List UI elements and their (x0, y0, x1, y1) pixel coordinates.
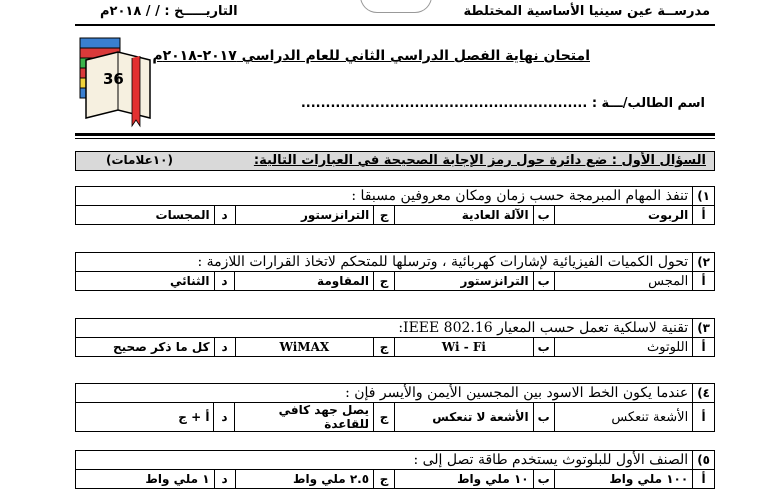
option-c[interactable]: WiMAX (235, 338, 374, 357)
option-c[interactable]: الترانزستور (235, 206, 374, 225)
option-a[interactable]: المجس (554, 272, 692, 291)
option-letter[interactable]: أ (693, 338, 715, 357)
question-1 (75, 186, 715, 225)
option-d[interactable]: المجسات (76, 206, 215, 225)
title-divider-thin (75, 138, 715, 139)
ministry-seal (360, 0, 432, 13)
question-5 (75, 450, 715, 489)
question-number: ١) (693, 187, 715, 206)
option-b[interactable]: الآلة العادية (395, 206, 533, 225)
section-marks: (١٠علامات) (106, 153, 173, 167)
question-2 (75, 252, 715, 291)
option-d[interactable]: كل ما ذكر صحيح (76, 338, 215, 357)
option-letter[interactable]: ج (374, 338, 395, 357)
exam-title: امتحان نهاية الفصل الدراسي الثاني للعام الدراسي ٢٠١٧-٢٠١٨م (152, 48, 590, 64)
option-letter[interactable]: أ (693, 272, 715, 291)
student-name-line: اسم الطالب/ـــة : .......................................................... (300, 96, 705, 111)
question-number: ٥) (693, 451, 715, 470)
date-field: التاريـــــخ : / / ٢٠١٨م (100, 4, 238, 19)
question-number: ٣) (693, 319, 715, 338)
book-number: 36 (103, 70, 124, 88)
option-letter[interactable]: ج (374, 470, 395, 489)
question-number: ٤) (693, 384, 715, 403)
option-letter[interactable]: ب (533, 338, 554, 357)
option-letter[interactable]: أ (693, 403, 715, 432)
option-a[interactable]: ١٠٠ ملي واط (554, 470, 693, 489)
option-letter[interactable]: د (214, 403, 235, 432)
option-letter[interactable]: د (214, 272, 235, 291)
option-c[interactable]: ٢.٥ ملي واط (235, 470, 374, 489)
title-divider (75, 133, 715, 136)
option-c[interactable]: يصل جهد كافي للقاعدة (235, 403, 374, 432)
option-b[interactable]: ١٠ ملي واط (395, 470, 534, 489)
question-stem: تقنية لاسلكية تعمل حسب المعيار IEEE 802.16: (76, 319, 693, 338)
section-title: السؤال الأول : ضع دائرة حول رمز الإجابة الصحيحة في العبارات التالية: (253, 153, 706, 168)
option-a[interactable]: اللوتوث (554, 338, 693, 357)
option-letter[interactable]: ج (374, 403, 395, 432)
question-4 (75, 383, 715, 432)
section-header-bar (75, 151, 715, 171)
option-b[interactable]: Wi - Fi (395, 338, 533, 357)
header-divider (75, 24, 715, 26)
option-letter[interactable]: د (214, 338, 235, 357)
question-3 (75, 318, 715, 357)
option-letter[interactable]: ج (374, 206, 395, 225)
question-number: ٢) (693, 253, 715, 272)
option-letter[interactable]: ب (533, 272, 554, 291)
option-a[interactable]: الأشعة تنعكس (554, 403, 693, 432)
option-letter[interactable]: د (214, 470, 235, 489)
option-letter[interactable]: ب (533, 206, 554, 225)
question-stem: تحول الكميات الفيزيائية لإشارات كهربائية ، وترسلها للمتحكم لاتخاذ القرارات اللازمة : (76, 253, 693, 272)
question-stem: عندما يكون الخط الاسود بين المجسين الأيمن والأيسر فإن : (76, 384, 693, 403)
option-d[interactable]: الثنائي (76, 272, 215, 291)
option-d[interactable]: أ + ج (76, 403, 214, 432)
option-letter[interactable]: أ (693, 206, 715, 225)
option-letter[interactable]: د (214, 206, 235, 225)
school-name: مدرســة عين سينيا الأساسية المختلطة (463, 4, 710, 19)
question-stem: تنفذ المهام المبرمجة حسب زمان ومكان معروفين مسبقا : (76, 187, 693, 206)
option-b[interactable]: الأشعة لا تنعكس (395, 403, 534, 432)
option-letter[interactable]: أ (693, 470, 715, 489)
option-letter[interactable]: ب (533, 470, 554, 489)
option-d[interactable]: ١ ملي واط (76, 470, 215, 489)
option-a[interactable]: الربوت (554, 206, 692, 225)
option-letter[interactable]: ج (374, 272, 395, 291)
question-stem: الصنف الأول للبلوتوث يستخدم طاقة تصل إلى : (76, 451, 693, 470)
option-c[interactable]: المقاومة (235, 272, 374, 291)
option-letter[interactable]: ب (533, 403, 554, 432)
option-b[interactable]: الترانزستور (395, 272, 534, 291)
